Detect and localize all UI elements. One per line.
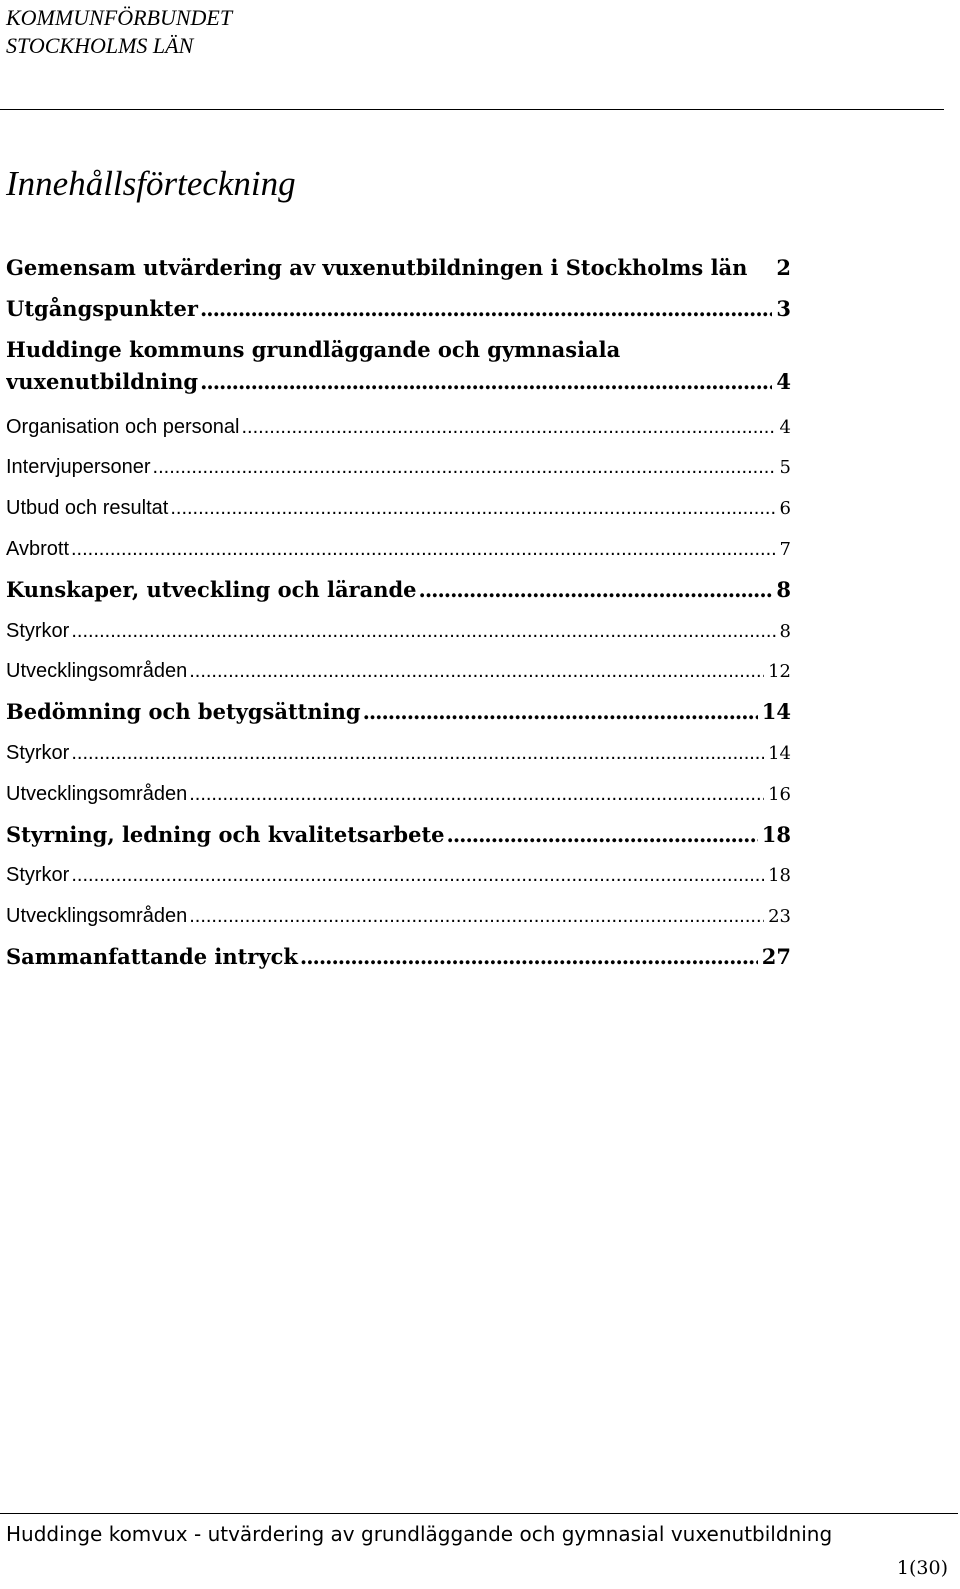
- toc-entry-page: 12: [768, 661, 791, 683]
- dot-leader: [419, 570, 773, 611]
- toc-entry-title: Organisation och personal: [6, 415, 240, 438]
- dot-leader: [170, 488, 775, 529]
- toc-entry-title: Styrkor: [6, 864, 70, 887]
- toc-entry[interactable]: [6, 330, 791, 407]
- toc-entry-page: 27: [761, 943, 791, 969]
- toc-entry-title: Avbrott: [6, 537, 69, 560]
- footer-document-title: Huddinge komvux - utvärdering av grundläggande och gymnasial vuxenutbildning: [6, 1522, 833, 1546]
- toc-entry-page: 8: [779, 620, 791, 642]
- toc-entry-title: Utvecklingsområden: [6, 905, 188, 928]
- toc-entry-title-line-1: Huddinge kommuns grundläggande och gymnasiala: [6, 336, 621, 362]
- toc-entry[interactable]: [6, 815, 791, 856]
- toc-entry-title: Intervjupersoner: [6, 456, 151, 479]
- toc-entry-page: 14: [761, 699, 791, 725]
- toc-title: Innehållsförteckning: [6, 164, 296, 203]
- toc-entry-page: 7: [779, 538, 791, 560]
- toc-entry-title: Utbud och resultat: [6, 497, 169, 520]
- dot-leader: [71, 855, 764, 896]
- toc-entry-page: 2: [776, 255, 791, 280]
- header-divider: [0, 109, 944, 110]
- toc-entry-page: 23: [768, 906, 791, 928]
- header-org-line-2: STOCKHOLMS LÄN: [6, 33, 194, 58]
- toc-entry[interactable]: [6, 855, 791, 896]
- document-header: [6, 4, 232, 60]
- toc-entry[interactable]: [6, 611, 791, 652]
- toc-entry[interactable]: [6, 692, 791, 733]
- toc-entry[interactable]: [6, 447, 791, 488]
- toc-entry-title: Utvecklingsområden: [6, 660, 188, 683]
- header-org-line-1: KOMMUNFÖRBUNDET: [6, 5, 233, 30]
- dot-leader: [447, 815, 758, 856]
- toc-entry-title: Styrkor: [6, 741, 70, 764]
- toc-entry[interactable]: [6, 651, 791, 692]
- toc-entry-page: 3: [776, 295, 791, 321]
- dot-leader: [71, 529, 776, 570]
- dot-leader: [153, 447, 776, 488]
- toc-entry[interactable]: [6, 407, 791, 448]
- dot-leader: [189, 774, 764, 815]
- footer-page-number: 1(30): [896, 1557, 948, 1579]
- dot-leader: [71, 733, 764, 774]
- toc-entry[interactable]: [6, 774, 791, 815]
- dot-leader: [363, 692, 758, 733]
- toc-entry-title: Sammanfattande intryck: [6, 943, 298, 969]
- dot-leader: [300, 937, 758, 978]
- toc-entry-page: 16: [768, 783, 791, 805]
- toc-entry[interactable]: [6, 488, 791, 529]
- toc-entry-title: Styrning, ledning och kvalitetsarbete: [6, 821, 445, 847]
- toc-entry-page: 8: [776, 576, 791, 602]
- dot-leader: [200, 366, 772, 398]
- toc-entry-title: Bedömning och betygsättning: [6, 699, 361, 725]
- toc-entry-page: 14: [768, 742, 791, 764]
- dot-leader: [241, 407, 775, 448]
- dot-leader: [189, 896, 764, 937]
- toc-entry-title: Gemensam utvärdering av vuxenutbildningen i Stockholms län: [6, 255, 748, 280]
- toc-entry[interactable]: [6, 248, 791, 289]
- toc-entry[interactable]: [6, 937, 791, 978]
- toc-entry-page: 18: [761, 821, 791, 847]
- toc-entry[interactable]: [6, 529, 791, 570]
- toc-entry-title: Kunskaper, utveckling och lärande: [6, 576, 417, 602]
- dot-leader: [71, 611, 775, 652]
- table-of-contents: [6, 248, 791, 978]
- toc-entry-title: Utgångspunkter: [6, 295, 198, 321]
- toc-entry-page: 6: [779, 498, 791, 520]
- toc-entry-page: 4: [776, 368, 791, 394]
- toc-entry-page: 18: [768, 865, 791, 887]
- toc-entry[interactable]: [6, 733, 791, 774]
- toc-entry-page: 5: [779, 457, 791, 479]
- footer-divider: [0, 1513, 958, 1514]
- toc-entry[interactable]: [6, 896, 791, 937]
- toc-entry[interactable]: [6, 570, 791, 611]
- toc-entry-title: Utvecklingsområden: [6, 782, 188, 805]
- toc-entry[interactable]: [6, 289, 791, 330]
- toc-entry-page: 4: [779, 416, 791, 438]
- toc-entry-title: Styrkor: [6, 619, 70, 642]
- dot-leader: [200, 289, 772, 330]
- dot-leader: [189, 651, 764, 692]
- toc-entry-title: vuxenutbildning: [6, 368, 199, 394]
